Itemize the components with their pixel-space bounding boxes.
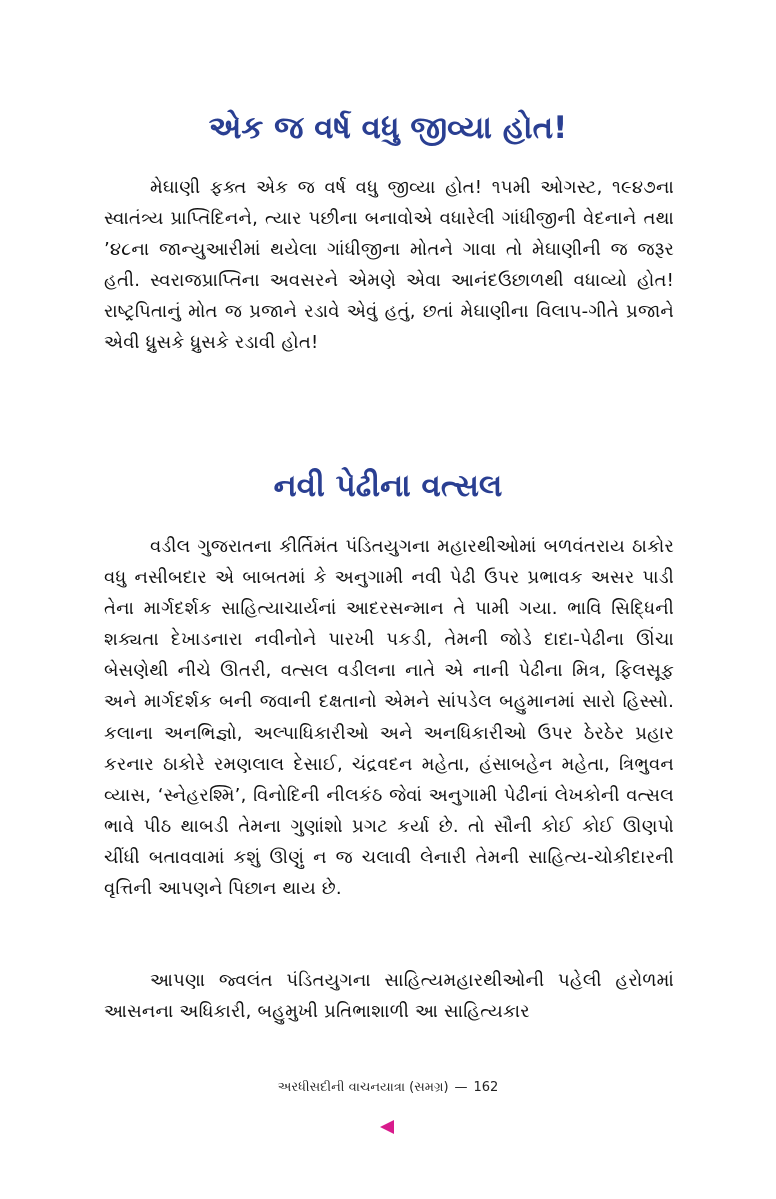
section-paragraph-one-more-year: મેઘાણી ફક્ત એક જ વર્ષ વધુ જીવ્યા હોત! ૧૫મી ઓગસ્ટ, ૧૯૪૭ના સ્વાતંત્ર્ય પ્રાપ્તિદિનને, ત્યાર પછીના બનાવોએ વધારેલી ગાંધીજીની વેદનાને તથા ’૪૮ના જાન્યુઆરીમાં થયેલા ગાંધીજીના મોતને ગાવા તો મેઘાણીની જ જરૂર હતી. સ્વરાજપ્રાપ્તિના અવસરને એમણે એવા આનંદઉછાળથી વધાવ્યો હોત! રાષ્ટ્રપિતાનું મોત જ પ્રજાને રડાવે એવું હતું, છતાં મેઘાણીના વિલાપ-ગીતે પ્રજાને એવી ધ્રુસકે ધ્રુસકે રડાવી હોત! (104, 177, 674, 354)
previous-page-triangle-left-icon[interactable] (380, 1120, 394, 1134)
section-title-new-generation: નવી પેઢીના વત્સલ (273, 468, 503, 504)
section-paragraph-continued: આપણા જ્વલંત પંડિતયુગના સાહિત્યમહારથીઓની પહેલી હરોળમાં આસનના અધિકારી, બહુમુખી પ્રતિભાશાળી આ સાહિત્યકાર (104, 970, 674, 1023)
footer-book-title: અરધીસદીની વાચનયાત્રા (સમગ્ર) (277, 1080, 449, 1095)
section-title-one-more-year: એક જ વર્ષ વધુ જીવ્યા હોત! (208, 110, 568, 146)
page-number: 162 (473, 1080, 499, 1095)
page-footer (0, 1079, 776, 1097)
section-paragraph-new-generation: વડીલ ગુજરાતના કીર્તિમંત પંડિતયુગના મહારથીઓમાં બળવંતરાય ઠાકોર વધુ નસીબદાર એ બાબતમાં કે અનુગામી નવી પેઢી ઉપર પ્રભાવક અસર પાડી તેના માર્ગદર્શક સાહિત્યાચાર્યનાં આદરસન્માન તે પામી ગયા. ભાવિ સિદ્ધિની શક્યતા દેખાડનારા નવીનોને પારખી પકડી, તેમની જોડે દાદા-પેઢીના ઊંચા બેસણેથી નીચે ઊતરી, વત્સલ વડીલના નાતે એ નાની પેઢીના મિત્ર, ફિલસૂફ અને માર્ગદર્શક બની જવાની દક્ષતાનો એમને સાંપડેલ બહુમાનમાં સારો હિસ્સો. કલાના અનભિજ્ઞો, અલ્પાધિકારીઓ અને અનધિકારીઓ ઉપર ઠેરઠેર પ્રહાર કરનાર ઠાકોરે રમણલાલ દેસાઈ, ચંદ્રવદન મહેતા, હંસાબહેન મહેતા, ત્રિભુવન વ્યાસ, ‘સ્નેહરશ્મિ’, વિનોદિની નીલકંઠ જેવાં અનુગામી પેઢીનાં લેખકોની વત્સલ ભાવે પીઠ થાબડી તેમના ગુણાંશો પ્રગટ કર્યા છે. તો સૌની કોઈ કોઈ ઊણપો ચીંધી બતાવવામાં કશું ઊણું ન જ ચલાવી લેનારી તેમની સાહિત્ય-ચોકીદારની વૃત્તિની આપણને પિછાન થાય છે. (104, 536, 674, 900)
footer-separator: — (454, 1080, 468, 1095)
